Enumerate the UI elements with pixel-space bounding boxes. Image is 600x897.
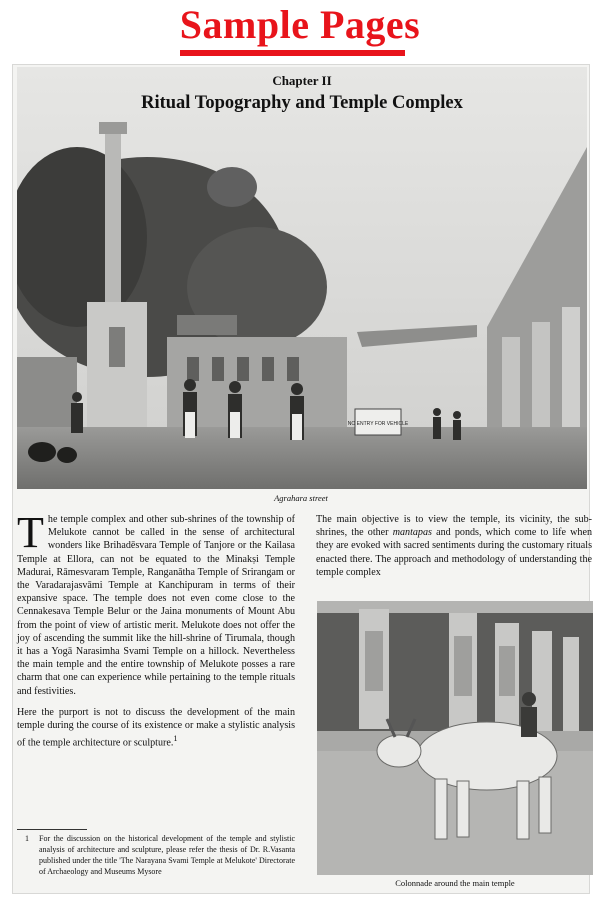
colonnade-cow-illustration [317,601,593,875]
photo-caption-colonnade: Colonnade around the main temple [395,878,515,888]
paragraph-1: he temple complex and other sub-shrines of the township of Melukote cannot be called in the sense of architectural wonders like Brihadēsvara Temple of Tanjore or the Kailasa Temple at Ellora, can not be equated to the Minakṣi Temple Madurai, Rāmesvaram Temple, Ranganātha Temple of Srirangam or the Varadarajasvāmi Temple at Kanchipuram in terms of their expansive space. The temple does not even come close to the Cennakesava Temple Belur or the Jaina monuments of Mount Abu from the point of view of artistic merit. Melukote does not offer the joy of ascending the summit like the hill-shrine of Tirumala, though it has a Yogā Narasimha Svami Temple on a hillock. Nevertheless the main temple and the entire township of Melukote posses a rare charm that one can experience while pertaining to the temple rituals and festivities. [17,514,295,697]
agrahara-street-photo [17,67,587,489]
right-text-column [316,513,592,579]
sample-pages-banner [0,2,600,58]
photo-caption-agrahara: Agrahara street [274,493,328,503]
footnote-text: For the discussion on the historical development of the temple and stylistic analysis of architecture and sculpture, please refer the thesis of Dr. R.Vasanta published under the title 'The Narayana Svami Temple at Melukote' Directorate of Archaeology and Museums Mysore [39,834,295,876]
footnote-divider [17,829,87,830]
chapter-label: Chapter II [272,73,332,88]
no-entry-sign-text: NO ENTRY FOR VEHICLE [347,421,409,427]
footnote-number: 1 [25,834,29,843]
left-text-column [17,508,295,750]
mantapas-emphasis: mantapas [392,527,432,539]
footnote-reference: 1 [173,734,178,744]
chapter-title: Ritual Topography and Temple Complex [141,93,463,113]
banner-title: Sample Pages [179,2,421,47]
colonnade-photo [317,601,593,875]
book-page [12,64,590,894]
paragraph-2: Here the purport is not to discuss the development of the main temple during the course of its existence or make a stylistic analysis of the temple architecture or sculpture.$^1$ [17,706,295,749]
footnote [17,833,295,877]
street-scene-illustration [17,67,587,489]
paragraph-3: The main objective is to view the temple, its vicinity, the sub-shrines, the other mantapas and ponds, which come to life when they are evoked with sacred sentiments during the customary rituals enacted there. The approach and methodology of understanding the temple complex [316,514,592,578]
drop-cap: T [17,508,44,557]
banner-underline [180,50,405,56]
